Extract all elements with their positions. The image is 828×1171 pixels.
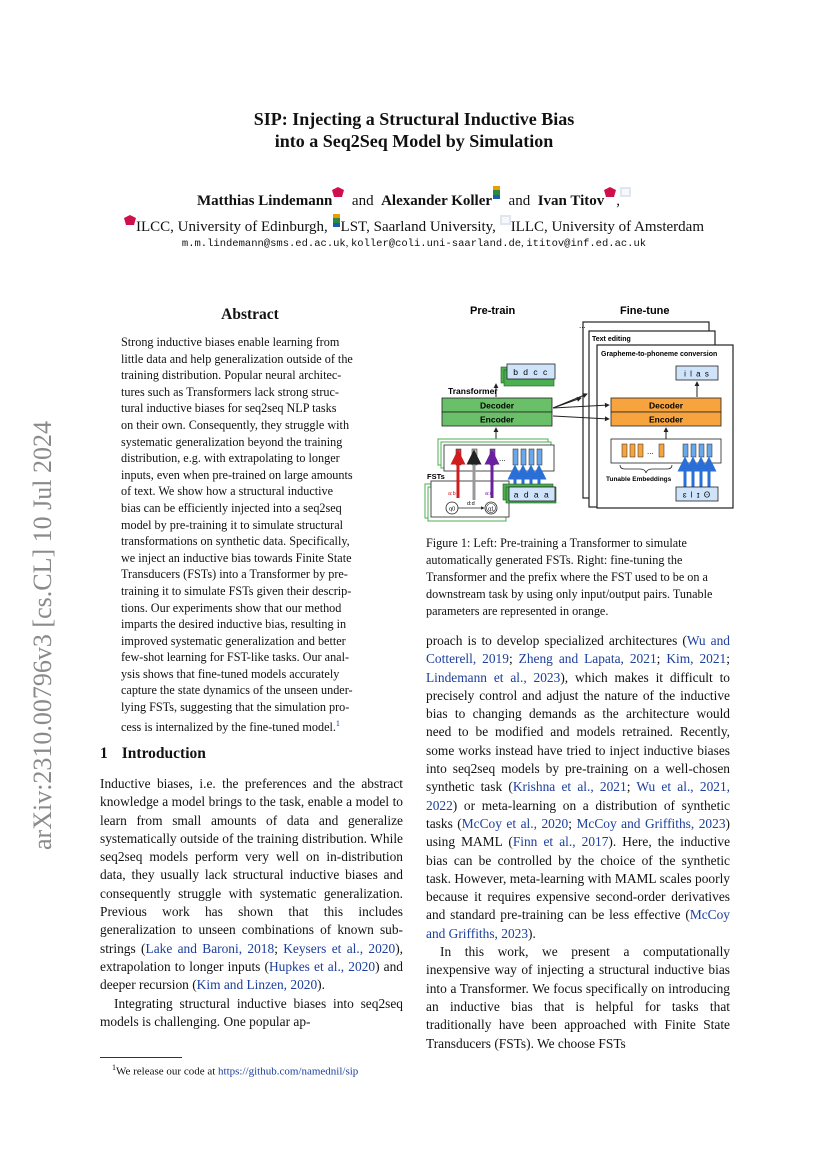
- tunable-embedding: [630, 444, 635, 457]
- abstract-last-line: cess is internalized by the fine-tuned model.: [121, 719, 336, 734]
- citation-link[interactable]: Wu and Cotterell, 2019: [426, 633, 730, 667]
- edinburgh-logo-icon: [604, 187, 616, 197]
- encoder-left-label: Encoder: [479, 414, 515, 425]
- author-3: Ivan Titov: [537, 193, 605, 209]
- text-run: ;: [568, 815, 577, 831]
- section-title: Introduction: [121, 745, 206, 762]
- right-column: [426, 632, 730, 1053]
- abstract-line: training it to simulate FSTs given their descrip-: [121, 583, 352, 598]
- abstract-line: on their own. Consequently, they struggle with: [121, 417, 350, 432]
- edinburgh-logo-icon: [332, 187, 344, 197]
- citation-link[interactable]: Wu et al., 2021, 2022: [426, 779, 730, 813]
- email-2[interactable]: koller@coli.uni-saarland.de: [350, 238, 522, 250]
- abstract-line: Transducers (FSTs) into a Transformer by pre-: [121, 567, 348, 582]
- fst-box: [431, 481, 509, 517]
- abstract-line: improved systematic generalization and better: [121, 633, 346, 648]
- section-number: 1: [100, 745, 108, 762]
- text-run: ;: [656, 651, 667, 667]
- ellipsis: ...: [647, 447, 654, 456]
- title-line-2: into a Seq2Seq Model by Simulation: [274, 131, 554, 151]
- abstract-line: tions. Our experiments show that our method: [121, 600, 342, 615]
- citation-link[interactable]: McCoy and Griffiths, 2023: [426, 907, 730, 941]
- abstract-line: few-shot learning for FST-like tasks. Our anal-: [121, 650, 350, 665]
- right-paragraph-2: In this work, we present a computationally inexpensive way of injecting a structural inductive bias into a Transformer. We focus specifically on introducing an inductive bias that is helpful for tasks that traditionally have been approached with Finite State Transducers (FSTs). We choose FSTs: [426, 944, 730, 1051]
- text-run: ), which makes it difficult to precisely control and adjust the nature of the inductive bias to changing demands as the architecture would need to be modified and models retrained. Recently, some works instead have tried to inject inductive biases into seq2seq models by pre-training on a well-chosen synthetic task (: [426, 669, 730, 795]
- abstract-line: Strong inductive biases enable learning from: [121, 335, 340, 349]
- encoder-right-label: Encoder: [648, 414, 684, 425]
- more-tasks-dots: ...: [579, 321, 586, 330]
- text-run: ;: [626, 779, 637, 795]
- token-embedding: [529, 449, 534, 465]
- abstract-line: we inject an inductive bias towards Finite State: [121, 550, 352, 565]
- section-heading: [100, 745, 206, 763]
- abstract-line: of text. We show how a structural inductive: [121, 484, 334, 499]
- abstract-heading: Abstract: [221, 306, 279, 323]
- abstract-line: [121, 716, 380, 736]
- and-1: and: [351, 193, 374, 209]
- edge-label-1: a:b: [448, 491, 456, 497]
- affiliation-1: ILCC, University of Edinburgh,: [136, 219, 328, 235]
- abstract-line: ysis shows that fine-tuned models accurately: [121, 666, 340, 681]
- amsterdam-logo-icon: [620, 187, 631, 197]
- output-tokens-right-text: i l a s: [684, 369, 710, 379]
- pretrain-label: Pre-train: [470, 305, 516, 317]
- transformer-label: Transformer: [448, 386, 498, 396]
- abstract-line: imparts the desired inductive bias, resulting in: [121, 617, 347, 632]
- token-embedding: [691, 444, 696, 457]
- footnote-number: 1: [112, 1063, 116, 1072]
- saarland-logo-icon: [492, 186, 501, 199]
- tunable-embeddings-label: Tunable Embeddings: [606, 476, 672, 483]
- citation-link[interactable]: Lindemann et al., 2023: [426, 669, 561, 685]
- text-run: ) and deeper recursion (: [100, 958, 403, 993]
- token-embedding: [537, 449, 542, 465]
- citation-link[interactable]: McCoy and Griffiths, 2023: [576, 815, 726, 831]
- abstract-body: [121, 334, 380, 735]
- abstract-line: training distribution. Popular neural architec-: [121, 368, 342, 383]
- citation-link[interactable]: Keysers et al., 2020: [283, 940, 396, 956]
- decoder-right-label: Decoder: [648, 400, 684, 411]
- citation-link[interactable]: McCoy et al., 2020: [461, 815, 569, 831]
- citation-link[interactable]: Krishna et al., 2021: [512, 779, 627, 795]
- input-tokens-left-text: a d a a: [513, 489, 551, 500]
- ellipsis: ...: [499, 454, 506, 463]
- decoder-left-label: Decoder: [479, 400, 515, 411]
- intro-paragraph-2: Integrating structural inductive biases into seq2seq models is challenging. One popular ap-: [100, 995, 403, 1029]
- author-2: Alexander Koller: [381, 193, 493, 209]
- abstract-line: capture the state dynamics of the unseen under-: [121, 683, 353, 698]
- abstract-line: model by pre-training it to simulate structural: [121, 517, 344, 532]
- token-embedding: [683, 444, 688, 457]
- text-run: ;: [726, 651, 730, 667]
- affiliation-line: [0, 214, 828, 236]
- input-tokens-right-text: ɛ l ɪ ʘ: [682, 490, 712, 500]
- text-run: ). Here, the inductive bias can be controlled by the choice of the synthetic task. However, meta-learning with MAML scales poorly because it requires expensive second-order derivatives and standard pre-training can be less effective (: [426, 834, 731, 923]
- arxiv-stamp: [22, 380, 58, 850]
- token-embedding: [513, 449, 518, 465]
- abstract-line: tures such as Transformers lack strong struc-: [121, 384, 339, 399]
- citation-link[interactable]: Finn et al., 2017: [512, 834, 609, 850]
- text-run: Inductive biases, i.e. the preferences and the abstract knowledge a model brings to the task, enable a model to learn from small amounts of data and generalize systematically outside of the training distribution. While seq2seq models perform very well on in-distribution data, they usually lack structural inductive biases and consequently struggle with systematic generalization. Previous work has shown that this includes generalization to unseen combinations of known sub-strings (: [100, 776, 403, 956]
- citation-link[interactable]: Kim and Linzen, 2020: [196, 977, 318, 993]
- finetune-label: Fine-tune: [620, 305, 670, 317]
- tunable-embedding: [638, 444, 643, 457]
- abstract-line: bias can be efficiently injected into a seq2seq: [121, 500, 342, 515]
- abstract-line: little data and help generalization outside of the: [121, 351, 353, 366]
- state-q1-label: q1: [487, 506, 495, 513]
- text-run: ) or meta-learning on a distribution of synthetic tasks (: [426, 797, 730, 831]
- abstract-line: distribution, e.g. with extrapolating to longer: [121, 451, 340, 466]
- text-run: ;: [274, 940, 284, 956]
- abstract-line: transformations on synthetic data. Specifically,: [121, 534, 350, 549]
- token-embedding: [707, 444, 712, 457]
- affiliation-3: ILLC, University of Amsterdam: [510, 219, 704, 235]
- edge-label-2: d:d: [467, 501, 475, 507]
- edge-label-3: a:c: [485, 491, 493, 497]
- text-run: ).: [528, 925, 536, 941]
- arxiv-stamp-text: arXiv:2310.00796v3 [cs.CL] 10 Jul 2024: [28, 421, 57, 850]
- email-3[interactable]: ititov@inf.ed.ac.uk: [526, 238, 647, 250]
- title-line-1: SIP: Injecting a Structural Inductive Bias: [253, 109, 575, 129]
- output-tokens-left-text: b d c c: [513, 367, 549, 377]
- token-embedding: [521, 449, 526, 465]
- footnote: [112, 1063, 358, 1078]
- saarland-logo-icon: [332, 214, 341, 227]
- intro-column: [100, 775, 403, 1031]
- author-1: Matthias Lindemann: [196, 193, 333, 209]
- abstract-line: tural inductive biases for seq2seq NLP tasks: [121, 401, 337, 416]
- citation-link[interactable]: Hupkes et al., 2020: [268, 958, 376, 974]
- citation-link[interactable]: Lake and Baroni, 2018: [145, 940, 275, 956]
- text-run: ).: [317, 977, 325, 993]
- email-line: m.m.lindemann@sms.ed.ac.uk, koller@coli.uni-saarland.de, ititov@inf.ed.ac.uk: [181, 238, 647, 250]
- footnote-text: We release our code at: [116, 1065, 219, 1078]
- g2p-label: Grapheme-to-phoneme conversion: [601, 351, 718, 358]
- amsterdam-logo-icon: [500, 215, 511, 225]
- fsts-label: FSTs: [427, 472, 445, 481]
- abstract-line: systematic generalization beyond the training: [121, 434, 343, 449]
- citation-link[interactable]: Zheng and Lapata, 2021: [518, 651, 657, 667]
- tunable-embedding: [622, 444, 627, 457]
- embedding-box-right: [611, 439, 721, 463]
- text-run: ), extrapolation to longer inputs (: [100, 940, 403, 974]
- code-url-link[interactable]: https://github.com/namednil/sip: [218, 1065, 359, 1078]
- footnote-rule: [100, 1057, 182, 1058]
- affiliation-2: LST, Saarland University,: [340, 219, 496, 235]
- abstract-line: inputs, even when pre-trained on large amounts: [121, 467, 353, 482]
- paper-title: [0, 108, 828, 152]
- state-q0-label: q0: [448, 506, 456, 513]
- citation-link[interactable]: Kim, 2021: [666, 651, 727, 667]
- email-1[interactable]: m.m.lindemann@sms.ed.ac.uk: [181, 238, 346, 250]
- text-run: ) using MAML (: [426, 815, 730, 850]
- edinburgh-logo-icon: [124, 215, 136, 225]
- tunable-embedding: [659, 444, 664, 457]
- author-line: Matthias Lindemann and Alexander Koller and Ivan Titov ,: [0, 186, 828, 210]
- abstract-line: lying FSTs, suggesting that the simulation pro-: [121, 700, 350, 715]
- text-run: ;: [508, 651, 519, 667]
- figure-1: [415, 298, 740, 530]
- right-paragraph-1: [426, 632, 730, 943]
- footnote-mark[interactable]: 1: [335, 718, 340, 728]
- token-embedding: [699, 444, 704, 457]
- text-editing-label: Text editing: [592, 336, 631, 343]
- intro-paragraph-1: [100, 775, 403, 995]
- and-2: and: [508, 193, 531, 209]
- text-run: proach is to develop specialized architectures (: [426, 633, 687, 648]
- figure-caption: Figure 1: Left: Pre-training a Transformer to simulate automatically generated FSTs. Right: fine-tuning the Transformer and the prefix where the FST used to be on a downstream task by using only input/output pairs. Tunable parameters are represented in orange.: [426, 536, 713, 618]
